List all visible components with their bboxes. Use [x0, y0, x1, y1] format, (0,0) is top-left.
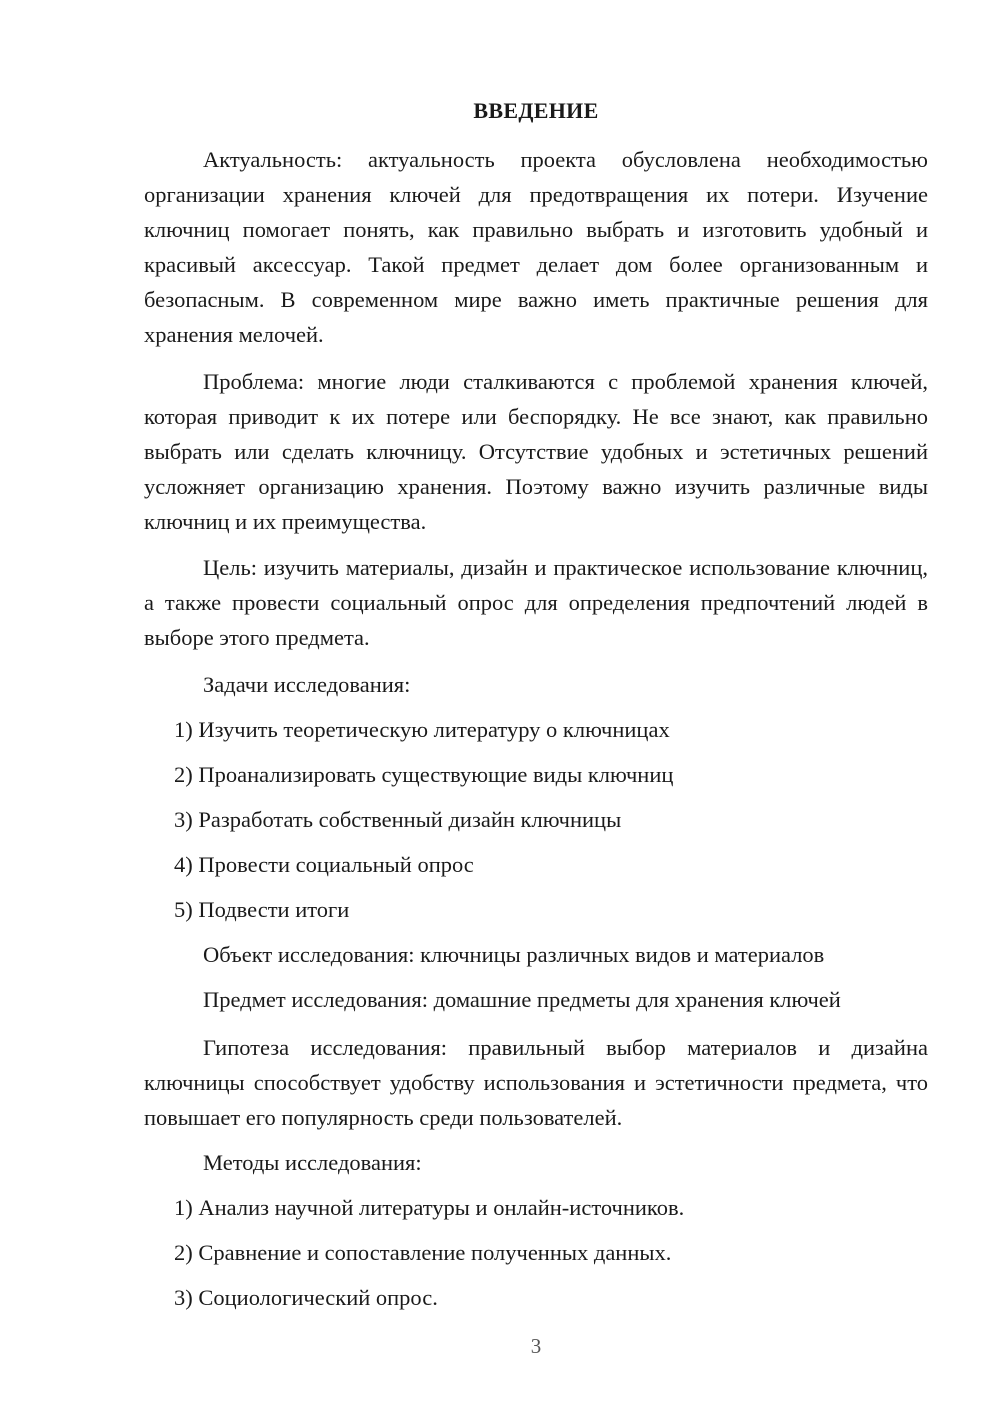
research-object: Объект исследования: ключницы различных видов и материалов [203, 942, 825, 967]
relevance-paragraph: Актуальность: актуальность проекта обусловлена необходимостью организации хранения ключей для предотвращения их потери. Изучение ключниц помогает понять, как правильно выбрать и изготовить удобный и красивый аксессуар. Такой предмет делает дом более организованным и безопасным. В современном мире важно иметь практичные решения для хранения мелочей. [144, 147, 928, 347]
task-item: 2) Проанализировать существующие виды ключниц [174, 762, 674, 787]
tasks-heading: Задачи исследования: [203, 672, 411, 697]
method-item: 3) Социологический опрос. [174, 1285, 438, 1310]
page-number: 3 [530, 1334, 542, 1358]
task-item: 5) Подвести итоги [174, 897, 350, 922]
methods-heading: Методы исследования: [203, 1150, 422, 1175]
task-item: 1) Изучить теоретическую литературу о ключницах [174, 717, 670, 742]
task-item: 4) Провести социальный опрос [174, 852, 474, 877]
page-title: ВВЕДЕНИЕ [473, 98, 599, 123]
hypothesis-paragraph: Гипотеза исследования: правильный выбор материалов и дизайна ключницы способствует удобству использования и эстетичности предмета, что повышает его популярность среди пользователей. [144, 1035, 928, 1130]
problem-paragraph: Проблема: многие люди сталкиваются с проблемой хранения ключей, которая приводит к их потере или беспорядку. Не все знают, как правильно выбрать или сделать ключницу. Отсутствие удобных и эстетичных решений усложняет организацию хранения. Поэтому важно изучить различные виды ключниц и их преимущества. [144, 369, 928, 534]
method-item: 1) Анализ научной литературы и онлайн-источников. [174, 1195, 685, 1220]
research-subject: Предмет исследования: домашние предметы для хранения ключей [203, 987, 841, 1012]
method-item: 2) Сравнение и сопоставление полученных данных. [174, 1240, 672, 1265]
task-item: 3) Разработать собственный дизайн ключницы [174, 807, 622, 832]
goal-paragraph: Цель: изучить материалы, дизайн и практическое использование ключниц, а также провести социальный опрос для определения предпочтений людей в выборе этого предмета. [144, 555, 928, 650]
